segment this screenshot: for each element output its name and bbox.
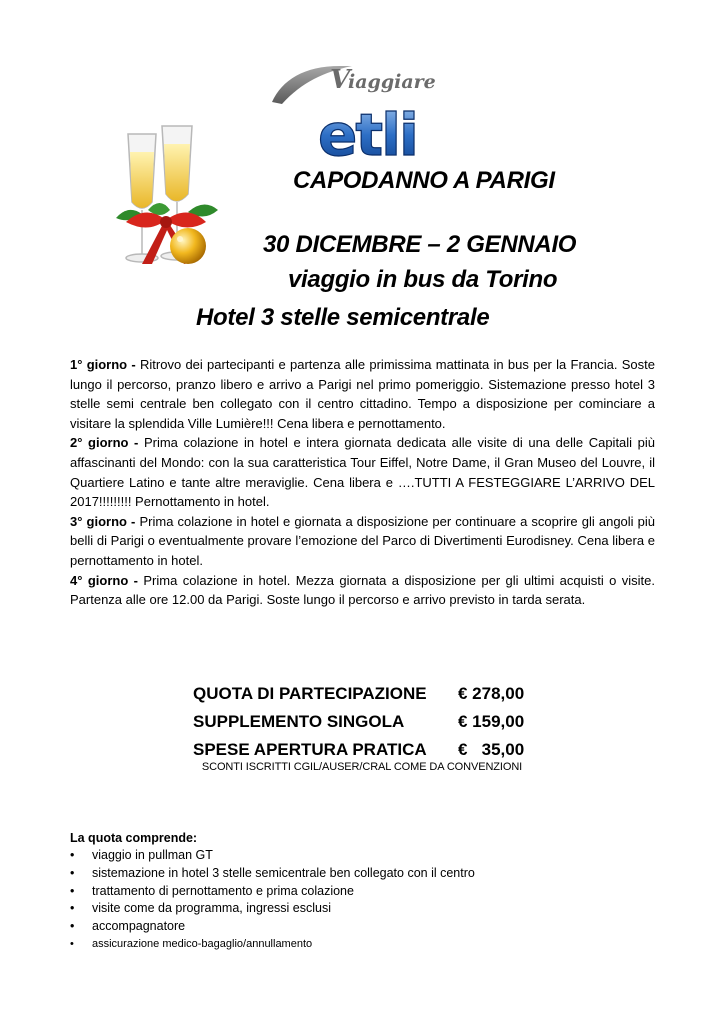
list-item-text: assicurazione medico-bagaglio/annullamento: [92, 937, 313, 950]
price-label: QUOTA DI PARTECIPAZIONE: [193, 684, 427, 703]
gold-ornament: [170, 228, 206, 264]
title-event: CAPODANNO A PARIGI: [293, 167, 555, 194]
logo-brand: etli: [318, 101, 417, 160]
bullet-icon: •: [70, 937, 74, 950]
day-description: Ritrovo dei partecipanti e partenza alle primissima mattinata in bus per la Francia. Soste lungo il percorso, pranzo libero e arrivo a Parigi nel primo pomeriggio. Sistemazione presso hotel 3 stelle semi centrale ben collegato con il centro cittadino. Tempo a disposizione per cominciare a visitare la splendida Ville Lumière!!! Cena libera e pernottamento.: [70, 357, 655, 431]
day-label: 2° giorno -: [70, 435, 139, 451]
bullet-icon: •: [70, 883, 75, 898]
logo-script: iaggiare: [348, 71, 436, 93]
title-hotel: Hotel 3 stelle semicentrale: [196, 304, 490, 331]
list-item: [70, 865, 670, 883]
includes-list: [70, 847, 670, 954]
list-item-text: accompagnatore: [92, 919, 186, 934]
itinerary-day: [70, 433, 655, 511]
bullet-icon: •: [70, 919, 75, 934]
day-label: 4° giorno -: [70, 572, 138, 588]
bullet-icon: •: [70, 901, 75, 916]
list-item: [70, 847, 670, 865]
discount-note: SCONTI ISCRITTI CGIL/AUSER/CRAL COME DA CONVENZIONI: [201, 761, 523, 773]
bullet-icon: •: [70, 848, 75, 862]
price-table: [193, 680, 538, 764]
title-transport: viaggio in bus da Torino: [288, 266, 558, 293]
bullet-icon: •: [70, 865, 75, 880]
itinerary: [70, 355, 655, 610]
price-row: [193, 680, 538, 708]
list-item-text: sistemazione in hotel 3 stelle semicentrale ben collegato con il centro: [92, 865, 475, 880]
price-label: SUPPLEMENTO SINGOLA: [193, 712, 405, 731]
includes-title: La quota comprende:: [70, 831, 198, 845]
list-item: [70, 918, 670, 936]
day-label: 3° giorno -: [70, 513, 136, 529]
list-item: [70, 936, 670, 954]
price-label: SPESE APERTURA PRATICA: [193, 740, 427, 759]
logo-initial: V: [330, 65, 351, 95]
day-description: Prima colazione in hotel e giornata a disposizione per continuare a scoprire gli angoli più belli di Parigi o eventualmente provare l’emozione del Parco di Divertimenti Eurodisney. Cena libera e pernottamento in hotel.: [70, 513, 655, 568]
list-item-text: viaggio in pullman GT: [92, 848, 213, 862]
viaggiare-etli-logo: [268, 60, 444, 160]
champagne-glasses-illustration: [108, 122, 226, 274]
includes-section: [70, 829, 670, 954]
itinerary-day: [70, 571, 655, 610]
itinerary-day: [70, 512, 655, 571]
price-row: [193, 736, 538, 764]
price-row: [193, 708, 538, 736]
price-value: € 278,00: [458, 684, 525, 703]
day-label: 1° giorno -: [70, 357, 136, 372]
day-description: Prima colazione in hotel. Mezza giornata a disposizione per gli ultimi acquisti o visite. Partenza alle ore 12.00 da Parigi. Soste lungo il percorso e arrivo previsto in tarda serata.: [70, 572, 655, 608]
price-value: € 159,00: [458, 712, 525, 731]
itinerary-day: [70, 355, 655, 433]
day-description: Prima colazione in hotel e intera giornata dedicata alle visite di una delle Capitali più affascinanti del Mondo: con la sua caratteristica Tour Eiffel, Notre Dame, il Gran Museo del Louvre, il Quartiere Latino e tante altre meraviglie. Cena libera e ….TUTTI A FESTEGGIARE L’ARRIVO DEL 2017!!!!!!!!! Pernottamento in hotel.: [70, 435, 655, 510]
price-value: € 35,00: [458, 740, 525, 759]
list-item-text: visite come da programma, ingressi esclusi: [92, 901, 331, 916]
list-item: [70, 883, 670, 901]
title-dates: 30 DICEMBRE – 2 GENNAIO: [263, 231, 577, 258]
list-item-text: trattamento di pernottamento e prima colazione: [92, 883, 354, 898]
list-item: [70, 900, 670, 918]
